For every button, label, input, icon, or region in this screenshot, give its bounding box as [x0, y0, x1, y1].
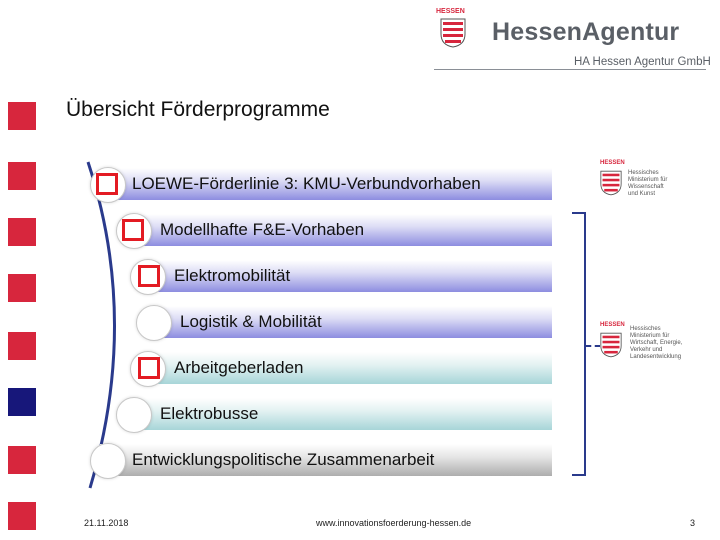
coat-of-arms-icon: [600, 332, 622, 358]
program-label: Logistik & Mobilität: [180, 312, 322, 331]
side-square: [8, 274, 36, 302]
side-square: [8, 332, 36, 360]
ministry-line: Hessisches: [628, 170, 659, 176]
ministry-logo-science: [598, 160, 688, 208]
ministry-line: Verkehr und: [630, 347, 663, 353]
footer-url[interactable]: www.innovationsfoerderung-hessen.de: [316, 518, 472, 528]
logo-text: HESSEN: [436, 8, 465, 15]
ministry-line: Ministerium für: [628, 177, 668, 183]
program-label: LOEWE-Förderlinie 3: KMU-Verbundvorhaben: [132, 174, 481, 193]
program-item[interactable]: [146, 306, 552, 338]
checkbox-marker[interactable]: [96, 173, 118, 195]
program-label: Modellhafte F&E-Vorhaben: [160, 220, 365, 239]
side-square: [8, 218, 36, 246]
bullet-circle: [136, 305, 172, 341]
ministry-line: Ministerium für: [630, 333, 670, 339]
program-item[interactable]: [126, 214, 552, 246]
checkbox-marker[interactable]: [138, 265, 160, 287]
ministry-state: HESSEN: [600, 160, 625, 166]
program-item[interactable]: [126, 398, 552, 430]
hessen-logo: [434, 8, 474, 56]
ministry-line: Landesentwicklung: [630, 354, 682, 360]
side-square: [8, 162, 36, 190]
ministry-line: Hessisches: [630, 326, 661, 332]
bullet-circle: [90, 443, 126, 479]
coat-of-arms-icon: [600, 170, 622, 196]
brand-subtitle: HA Hessen Agentur GmbH: [574, 56, 711, 68]
program-item[interactable]: [100, 168, 552, 200]
program-label: Entwicklungspolitische Zusammenarbeit: [132, 450, 435, 469]
side-square: [8, 502, 36, 530]
side-square: [8, 102, 36, 130]
page-title: Übersicht Förderprogramme: [66, 98, 330, 121]
program-label: Arbeitgeberladen: [174, 358, 304, 377]
ministry-state: HESSEN: [600, 322, 625, 328]
checkbox-marker[interactable]: [122, 219, 144, 241]
bullet-circle: [116, 397, 152, 433]
program-item[interactable]: [140, 260, 552, 292]
ministry-line: Wissenschaft: [628, 184, 664, 190]
program-item[interactable]: [100, 444, 552, 476]
program-item[interactable]: [140, 352, 552, 384]
brand-divider: [434, 69, 706, 70]
program-label: Elektrobusse: [160, 404, 259, 423]
brand-name: HessenAgentur: [492, 18, 680, 46]
ministry-bracket: [572, 212, 586, 476]
ministry-line: Wirtschaft, Energie,: [630, 340, 683, 346]
ministry-logo-economy: [598, 322, 698, 370]
side-square: [8, 446, 36, 474]
coat-of-arms-icon: [440, 18, 466, 48]
side-square-active: [8, 388, 36, 416]
ministry-line: und Kunst: [628, 191, 656, 197]
footer-date: 21.11.2018: [84, 518, 129, 528]
program-label: Elektromobilität: [174, 266, 291, 285]
page-number: 3: [690, 518, 696, 528]
checkbox-marker[interactable]: [138, 357, 160, 379]
